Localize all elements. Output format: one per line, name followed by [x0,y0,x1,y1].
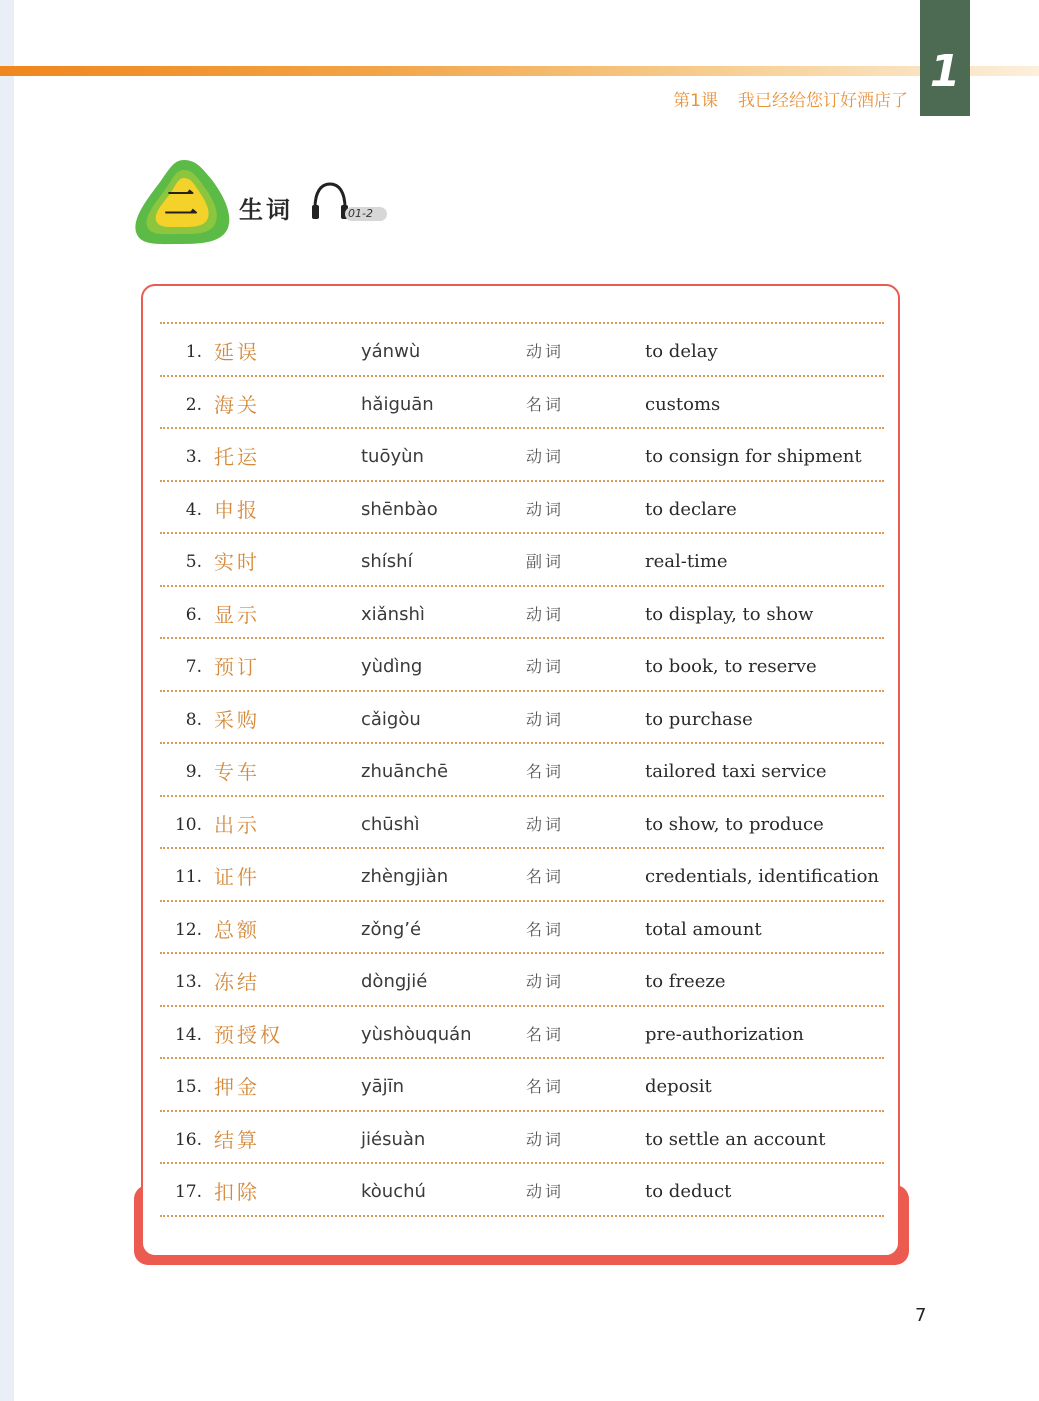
vocab-row [160,534,884,587]
vocab-number: 13. [174,972,202,992]
vocab-hanzi: 实时 [214,550,260,574]
vocab-row [160,744,884,797]
vocab-hanzi: 结算 [214,1127,260,1152]
vocab-number: 15. [174,1077,202,1097]
vocab-hanzi: 押金 [214,1075,260,1099]
vocab-hanzi: 预订 [214,655,260,679]
vocab-pinyin: zǒng’é [361,918,422,940]
vocab-list [160,322,884,1217]
vocab-part-of-speech: 动词 [526,657,565,676]
vocab-part-of-speech: 动词 [526,1182,565,1201]
vocab-pinyin: yājīn [361,1076,405,1097]
vocab-part-of-speech: 名词 [526,1077,565,1096]
chapter-number: 1 [929,46,961,97]
vocab-english: pre-authorization [645,1023,804,1045]
vocab-pinyin: kòuchú [361,1181,426,1202]
vocab-pinyin: shēnbào [361,498,438,520]
vocab-row [160,377,884,430]
vocab-number: 2. [185,394,202,415]
vocab-english: to delay [645,341,718,362]
vocab-part-of-speech: 副词 [526,552,565,571]
vocab-pinyin: xiǎnshì [361,603,425,625]
vocab-number: 14. [174,1024,202,1045]
vocab-part-of-speech: 动词 [526,604,565,624]
vocab-english: customs [645,393,721,415]
vocab-hanzi: 显示 [214,602,260,627]
vocab-part-of-speech: 名词 [526,919,565,939]
vocab-part-of-speech: 动词 [526,342,565,361]
page-edge-strip [0,0,14,1401]
vocab-row [160,482,884,535]
vocab-part-of-speech: 动词 [526,447,565,466]
headphones-icon[interactable] [310,180,350,224]
vocab-part-of-speech: 动词 [526,499,565,519]
vocab-part-of-speech: 动词 [526,1129,565,1149]
vocab-english: to consign for shipment [645,446,862,467]
vocab-row [160,639,884,692]
vocab-hanzi: 扣除 [214,1180,260,1204]
page-number: 7 [915,1305,927,1326]
section-heading [134,158,434,248]
vocab-row [160,1059,884,1112]
vocab-number: 3. [185,447,202,467]
vocab-english: deposit [645,1076,712,1097]
vocab-part-of-speech: 名词 [526,1024,565,1044]
audio-track-label: 01-2 [345,207,387,221]
vocab-number: 16. [174,1129,202,1150]
header-rule [0,66,1039,76]
vocab-hanzi: 出示 [214,812,260,837]
vocab-pinyin: shíshí [361,551,413,572]
vocab-number: 7. [185,657,202,677]
vocab-english: to purchase [645,708,753,730]
vocab-hanzi: 预授权 [214,1022,283,1047]
vocab-part-of-speech: 名词 [526,394,565,414]
lesson-title: 我已经给您订好酒店了 [738,91,908,111]
vocab-hanzi: 海关 [214,392,260,417]
vocab-english: to book, to reserve [645,656,817,677]
vocab-english: to declare [645,498,737,520]
vocab-number: 9. [185,762,202,782]
vocab-pinyin: zhèngjiàn [361,866,449,887]
vocab-part-of-speech: 动词 [526,709,565,729]
vocab-hanzi: 证件 [214,865,260,889]
vocab-pinyin: jiésuàn [361,1128,426,1150]
vocab-hanzi: 专车 [214,760,260,784]
section-title: 生词 [239,196,293,224]
vocab-pinyin: yùdìng [361,656,423,677]
chapter-tab [920,0,970,116]
vocab-number: 1. [185,342,202,362]
vocab-english: to settle an account [645,1128,826,1150]
vocab-number: 12. [174,919,202,940]
vocab-number: 5. [185,552,202,572]
vocab-row [160,1112,884,1165]
vocab-part-of-speech: 名词 [526,867,565,886]
vocab-english: credentials, identification [645,866,880,887]
badge-character: 二 [164,184,198,224]
vocab-number: 10. [174,814,202,835]
vocab-hanzi: 采购 [214,707,260,732]
vocab-hanzi: 冻结 [214,970,260,994]
vocab-number: 4. [185,499,202,520]
running-header [673,86,908,111]
vocab-english: real-time [645,551,728,572]
vocab-pinyin: chūshì [361,813,420,835]
vocab-english: to show, to produce [645,813,824,835]
vocab-pinyin: hǎiguān [361,393,434,415]
vocab-row [160,324,884,377]
vocab-part-of-speech: 名词 [526,762,565,781]
vocab-row [160,1164,884,1217]
vocab-row [160,902,884,955]
vocab-number: 8. [185,709,202,730]
vocab-row [160,587,884,640]
vocab-pinyin: zhuānchē [361,761,449,782]
vocab-part-of-speech: 动词 [526,972,565,991]
vocab-hanzi: 申报 [214,497,260,522]
vocab-row [160,797,884,850]
vocab-english: to display, to show [645,603,814,625]
vocab-row [160,1007,884,1060]
vocab-row [160,692,884,745]
vocab-row [160,849,884,902]
vocab-pinyin: cǎigòu [361,708,421,730]
vocab-english: total amount [645,918,762,940]
vocab-english: to freeze [645,971,726,992]
section-badge-icon [134,158,234,248]
vocab-pinyin: yánwù [361,341,421,362]
vocab-hanzi: 总额 [214,917,260,942]
vocab-row [160,954,884,1007]
vocab-english: to deduct [645,1181,732,1202]
vocab-hanzi: 托运 [214,445,260,469]
vocab-number: 11. [174,867,202,887]
vocab-english: tailored taxi service [645,761,827,782]
vocab-number: 17. [174,1182,202,1202]
vocab-pinyin: yùshòuquán [361,1023,472,1045]
vocab-row [160,429,884,482]
vocab-number: 6. [185,604,202,625]
vocab-pinyin: dòngjié [361,971,428,992]
vocab-pinyin: tuōyùn [361,446,424,467]
vocab-part-of-speech: 动词 [526,814,565,834]
vocab-hanzi: 延误 [214,340,260,364]
lesson-label: 第1课 [673,91,718,111]
